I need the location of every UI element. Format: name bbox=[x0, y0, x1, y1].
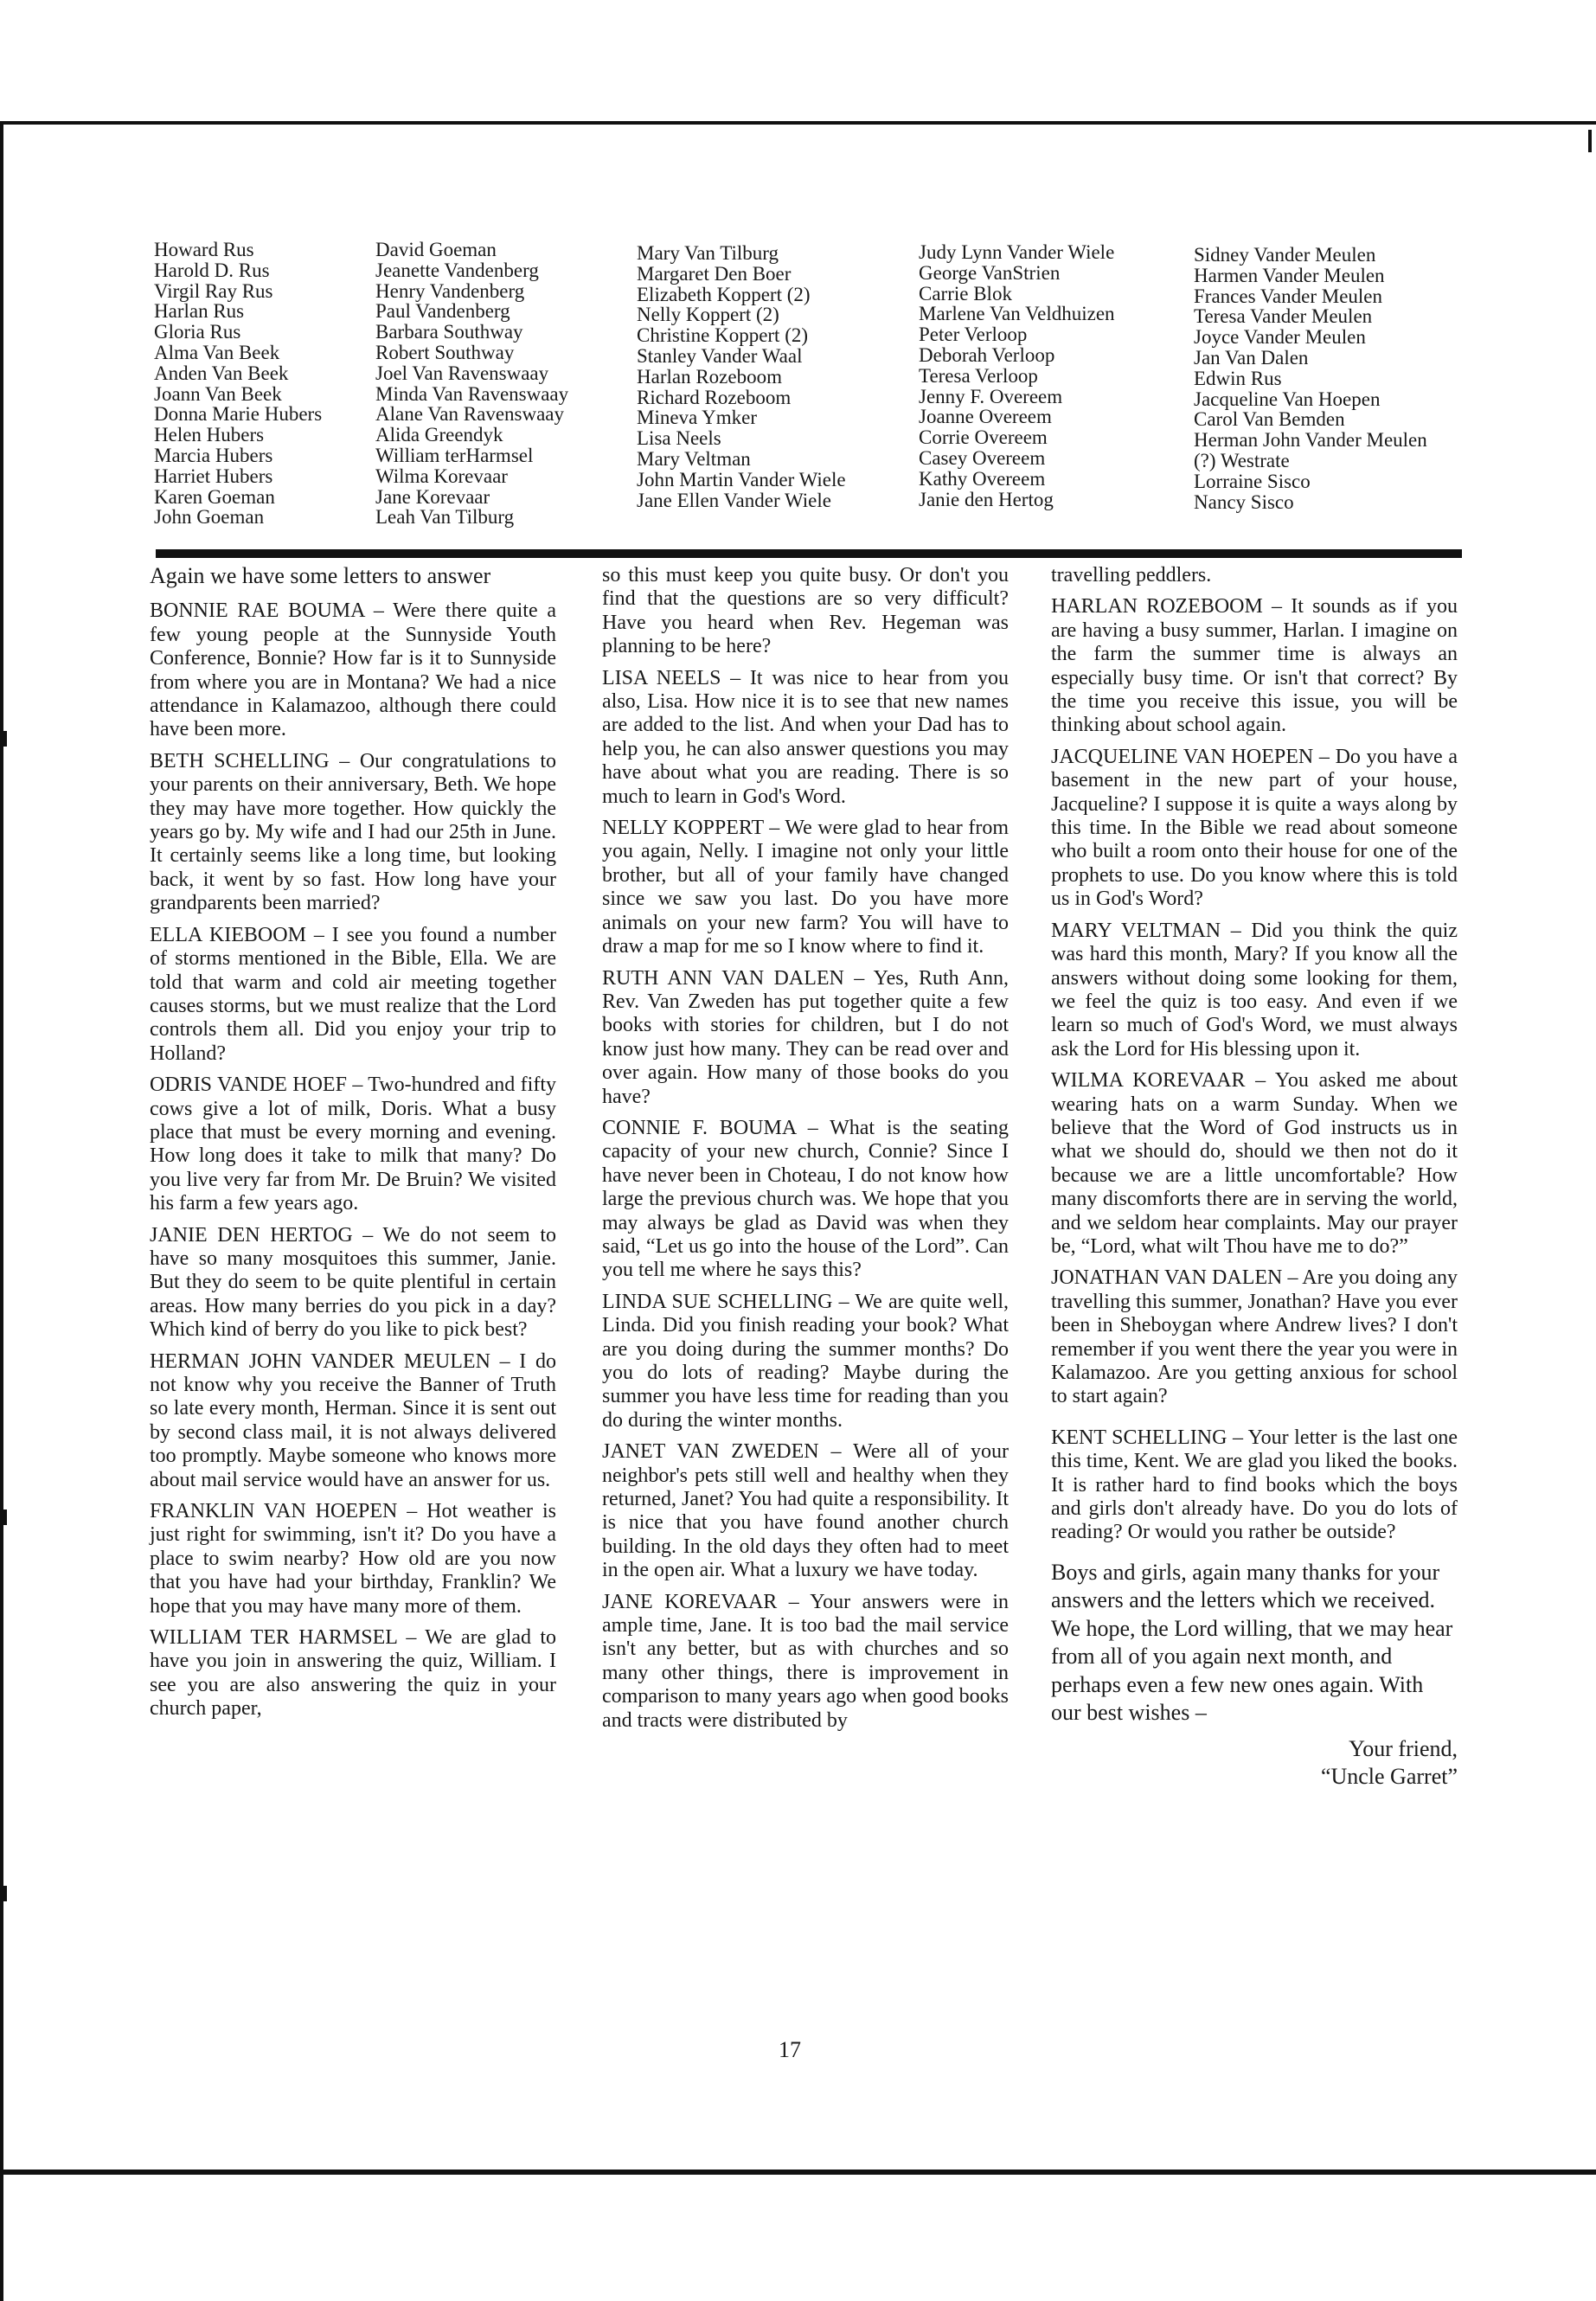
letter-reply: BONNIE RAE BOUMA – Were there quite a few young people at the Sunnyside Youth Conference, Bonnie? How far is it to Sunnyside from where you are in Montana? We had a nice attendance in Kalamazoo, although there could have been more. bbox=[150, 599, 556, 741]
signature-name: “Uncle Garret” bbox=[1320, 1763, 1458, 1789]
letter-reply: KENT SCHELLING – Your letter is the last one this time, Kent. We are glad you liked the books. It is rather hard to find books which the boys and girls don't already have. Do you do lots of reading? Or would you rather be outside? bbox=[1051, 1426, 1458, 1544]
name-entry: Henry Vandenberg bbox=[375, 279, 525, 302]
letter-reply: LINDA SUE SCHELLING – We are quite well, Linda. Did you finish reading your book? What are you doing during the summer months? Do you do lots of reading? Maybe during the summer you have less time for reading than you do during the winter months. bbox=[602, 1290, 1009, 1432]
name-entry: Karen Goeman bbox=[154, 485, 275, 508]
name-entry: Teresa Vander Meulen bbox=[1194, 305, 1373, 328]
name-entry: Jane Korevaar bbox=[375, 485, 490, 508]
name-entry: Mineva Ymker bbox=[637, 407, 758, 429]
name-entry: Alida Greendyk bbox=[375, 424, 503, 446]
name-entry: Deborah Verloop bbox=[919, 343, 1055, 366]
section-divider bbox=[156, 549, 1462, 558]
name-entry: Gloria Rus bbox=[154, 321, 241, 343]
name-entry: Jan Van Dalen bbox=[1194, 346, 1309, 369]
name-entry: Jane Ellen Vander Wiele bbox=[637, 489, 831, 511]
name-entry: Herman John Vander Meulen bbox=[1194, 429, 1427, 452]
name-entry: Minda Van Ravenswaay bbox=[375, 382, 569, 405]
name-entry: Alma Van Beek bbox=[154, 341, 280, 363]
name-entry: George VanStrien bbox=[919, 261, 1061, 284]
letter-reply: WILMA KOREVAAR – You asked me about wearing hats on a warm Sunday. When we believe that the Word of God instructs us in what we should do, should we then not do it because we are a little uncomfortable? How many discomforts there are in serving the world, and we seldom hear complaints. May our prayer be, “Lord, what wilt Thou have me to do?” bbox=[1051, 1069, 1458, 1258]
names-column-2 bbox=[375, 240, 568, 528]
name-entry: David Goeman bbox=[375, 239, 497, 260]
name-entry: Nancy Sisco bbox=[1194, 490, 1294, 513]
name-entry: Marlene Van Veldhuizen bbox=[919, 303, 1115, 325]
name-entry: Harold D. Rus bbox=[154, 259, 270, 281]
name-entry: Margaret Den Boer bbox=[637, 262, 792, 285]
page-edge-bottom bbox=[0, 2170, 1596, 2175]
letter-reply: WILLIAM TER HARMSEL – We are glad to have you join in answering the quiz, William. I see you are also answering the quiz in your church paper, bbox=[150, 1626, 556, 1721]
name-entry: Wilma Korevaar bbox=[375, 465, 508, 487]
name-entry: Carrie Blok bbox=[919, 282, 1012, 304]
name-entry: Peter Verloop bbox=[919, 324, 1028, 346]
letter-reply: JACQUELINE VAN HOEPEN – Do you have a basement in the new part of your house, Jacqueline? I suppose it is quite a ways along by this time. In the Bible we read about someone who built a room onto their house for one of the prophets to use. Do you know where this is told us in God's Word? bbox=[1051, 745, 1458, 911]
name-entry: John Martin Vander Wiele bbox=[637, 468, 846, 490]
letter-reply: MARY VELTMAN – Did you think the quiz was hard this month, Mary? If you know all the answers without doing some looking for them, we feel the quiz is too easy. And even if we learn so much of God's Word, we must always ask the Lord for His blessing upon it. bbox=[1051, 919, 1458, 1061]
letter-reply: CONNIE F. BOUMA – What is the seating capacity of your new church, Connie? Since I have never been in Choteau, I do not know how large the previous church was. We hope that you may always be glad as David was when they said, “Let us go into the house of the Lord”. Can you tell me where he says this? bbox=[602, 1116, 1009, 1282]
name-entry: Lorraine Sisco bbox=[1194, 470, 1311, 492]
letter-reply: JANE KOREVAAR – Your answers were in ample time, Jane. It is too bad the mail service isn't any better, but as with churches and so many other things, there is improvement in comparison to many years ago when good books and tracts were distributed by bbox=[602, 1590, 1009, 1732]
letters-column-3 bbox=[1051, 564, 1458, 1791]
name-entry: Edwin Rus bbox=[1194, 367, 1282, 389]
name-entry: William terHarmsel bbox=[375, 444, 534, 466]
name-entry: Casey Overeem bbox=[919, 446, 1046, 469]
name-entry: Elizabeth Koppert (2) bbox=[637, 283, 811, 305]
name-entry: Nelly Koppert (2) bbox=[637, 304, 779, 326]
name-entry: Jeanette Vandenberg bbox=[375, 259, 539, 281]
page-number: 17 bbox=[779, 2037, 801, 2062]
name-entry: (?) Westrate bbox=[1194, 449, 1290, 471]
letter-reply: ELLA KIEBOOM – I see you found a number of storms mentioned in the Bible, Ella. We are told that warm and cold air meeting together causes storms, but we must realize that the Lord controls them all. Did you enjoy your trip to Holland? bbox=[150, 923, 556, 1065]
name-entry: Christine Koppert (2) bbox=[637, 324, 809, 347]
name-entry: Judy Lynn Vander Wiele bbox=[919, 241, 1115, 263]
name-entry: Joel Van Ravenswaay bbox=[375, 362, 549, 384]
name-entry: Mary Veltman bbox=[637, 447, 751, 470]
name-entry: Kathy Overeem bbox=[919, 467, 1046, 490]
name-entry: Jacqueline Van Hoepen bbox=[1194, 388, 1381, 410]
names-column-4 bbox=[919, 242, 1115, 510]
name-entry: Jenny F. Overeem bbox=[919, 385, 1063, 407]
name-entry: Marcia Hubers bbox=[154, 444, 273, 466]
page-edge-mark bbox=[1588, 130, 1592, 152]
name-entry: Harlan Rozeboom bbox=[637, 365, 782, 388]
names-column-3 bbox=[637, 243, 846, 510]
letter-reply: FRANKLIN VAN HOEPEN – Hot weather is just right for swimming, isn't it? Do you have a place to swim nearby? How old are you now that you have had your birthday, Franklin? We hope that you may have many more of them. bbox=[150, 1500, 556, 1618]
letter-reply: JONATHAN VAN DALEN – Are you doing any travelling this summer, Jonathan? Have you ever been in Sheboygan where Andrew lives? I don't remember if you went there the year you were in Kalamazoo. Are you getting anxious for school to start again? bbox=[1051, 1266, 1458, 1408]
page-edge-left bbox=[0, 121, 3, 2301]
letters-column-2 bbox=[602, 564, 1009, 1740]
name-entry: Richard Rozeboom bbox=[637, 386, 792, 408]
letter-reply: HERMAN JOHN VANDER MEULEN – I do not know why you receive the Banner of Truth so late every month, Herman. Since it is sent out by second class mail, it is not always delivered too promptly. Maybe someone who knows more about mail service would have an answer for us. bbox=[150, 1349, 556, 1491]
names-column-1 bbox=[154, 240, 322, 528]
closing-paragraph: Boys and girls, again many thanks for your answers and the letters which we received. We hope, the Lord willing, that we may hear from all of you again next month, and perhaps even a few new ones again. With our best wishes – bbox=[1051, 1559, 1453, 1726]
margin-tick bbox=[0, 731, 7, 747]
name-entry: Lisa Neels bbox=[637, 427, 721, 450]
name-entry: Harlan Rus bbox=[154, 300, 245, 323]
letter-reply: LISA NEELS – It was nice to hear from you also, Lisa. How nice it is to see that new names are added to the list. And when your Dad has to help you, he can also answer questions you may have about what you are reading. There is so much to learn in God's Word. bbox=[602, 666, 1009, 808]
name-entry: Alane Van Ravenswaay bbox=[375, 403, 565, 426]
name-entry: Harriet Hubers bbox=[154, 465, 273, 487]
name-entry: Corrie Overeem bbox=[919, 426, 1048, 449]
letters-column-1 bbox=[150, 564, 556, 1729]
name-entry: Donna Marie Hubers bbox=[154, 403, 323, 426]
name-entry: Barbara Southway bbox=[375, 321, 523, 343]
margin-tick bbox=[0, 1886, 7, 1901]
name-entry: Helen Hubers bbox=[154, 424, 265, 446]
name-entry: Virgil Ray Rus bbox=[154, 279, 273, 302]
name-entry: Paul Vandenberg bbox=[375, 300, 510, 323]
name-entry: Teresa Verloop bbox=[919, 364, 1038, 387]
letter-reply: NELLY KOPPERT – We were glad to hear from you again, Nelly. I imagine not only your little brother, but all of your family have changed since we saw you last. Do you have more animals on your new farm? You will have to draw a map for me so I know where to find it. bbox=[602, 817, 1009, 958]
letter-reply: BETH SCHELLING – Our congratulations to your parents on their anniversary, Beth. We hope they may have more together. How quickly the years go by. My wife and I had our 25th in June. It certainly seems like a long time, but looking back, it went by so fast. How long have your grandparents been married? bbox=[150, 749, 556, 915]
name-entry: John Goeman bbox=[154, 506, 265, 529]
name-entry: Stanley Vander Waal bbox=[637, 344, 803, 367]
names-column-5 bbox=[1194, 245, 1427, 512]
letter-reply: ODRIS VANDE HOEF – Two-hundred and fifty cows give a lot of milk, Doris. What a busy place that must be every morning and evening. How long does it take to milk that many? Do you live very far from Mr. De Bruin? We visited his farm a few years ago. bbox=[150, 1074, 556, 1215]
name-entry: Howard Rus bbox=[154, 239, 254, 260]
name-entry: Leah Van Tilburg bbox=[375, 506, 515, 529]
name-entry: Joanne Overeem bbox=[919, 406, 1052, 428]
name-entry: Joann Van Beek bbox=[154, 382, 282, 405]
letter-reply: travelling peddlers. bbox=[1051, 564, 1212, 586]
name-entry: Sidney Vander Meulen bbox=[1194, 244, 1376, 266]
name-entry: Janie den Hertog bbox=[919, 488, 1054, 510]
name-entry: Frances Vander Meulen bbox=[1194, 285, 1383, 307]
margin-tick bbox=[0, 1509, 7, 1525]
section-heading: Again we have some letters to answer bbox=[150, 563, 491, 588]
letter-reply: HARLAN ROZEBOOM – It sounds as if you are having a busy summer, Harlan. I imagine on the farm the summer time is always an especially busy time. Or isn't that correct? By the time you receive this issue, you will be thinking about school again. bbox=[1051, 595, 1458, 737]
signature-line: Your friend, bbox=[1349, 1735, 1458, 1761]
name-entry: Harmen Vander Meulen bbox=[1194, 264, 1385, 286]
letter-reply: so this must keep you quite busy. Or don't you find that the questions are so very difficult? Have you heard when Rev. Hegeman was planning to be here? bbox=[602, 564, 1009, 658]
name-entry: Anden Van Beek bbox=[154, 362, 289, 384]
letter-reply: JANET VAN ZWEDEN – Were all of your neighbor's pets still well and healthy when they returned, Janet? You had quite a responsibility. It is nice that you have found another church building. In the old days they often had to meet in the open air. What a luxury we have today. bbox=[602, 1440, 1009, 1582]
letter-reply: JANIE DEN HERTOG – We do not seem to have so many mosquitoes this summer, Janie. But they do seem to be quite plentiful in certain areas. How many berries do you pick in a day? Which kind of berry do you like to pick best? bbox=[150, 1223, 556, 1342]
letter-reply: RUTH ANN VAN DALEN – Yes, Ruth Ann, Rev. Van Zweden has put together quite a few books with stories for children, but I do not know just how many. They can be read over and over again. How many of those books do you have? bbox=[602, 966, 1009, 1108]
page-edge-top bbox=[0, 121, 1596, 125]
name-entry: Mary Van Tilburg bbox=[637, 242, 779, 264]
name-entry: Robert Southway bbox=[375, 341, 515, 363]
name-entry: Carol Van Bemden bbox=[1194, 408, 1345, 431]
name-entry: Joyce Vander Meulen bbox=[1194, 326, 1366, 349]
